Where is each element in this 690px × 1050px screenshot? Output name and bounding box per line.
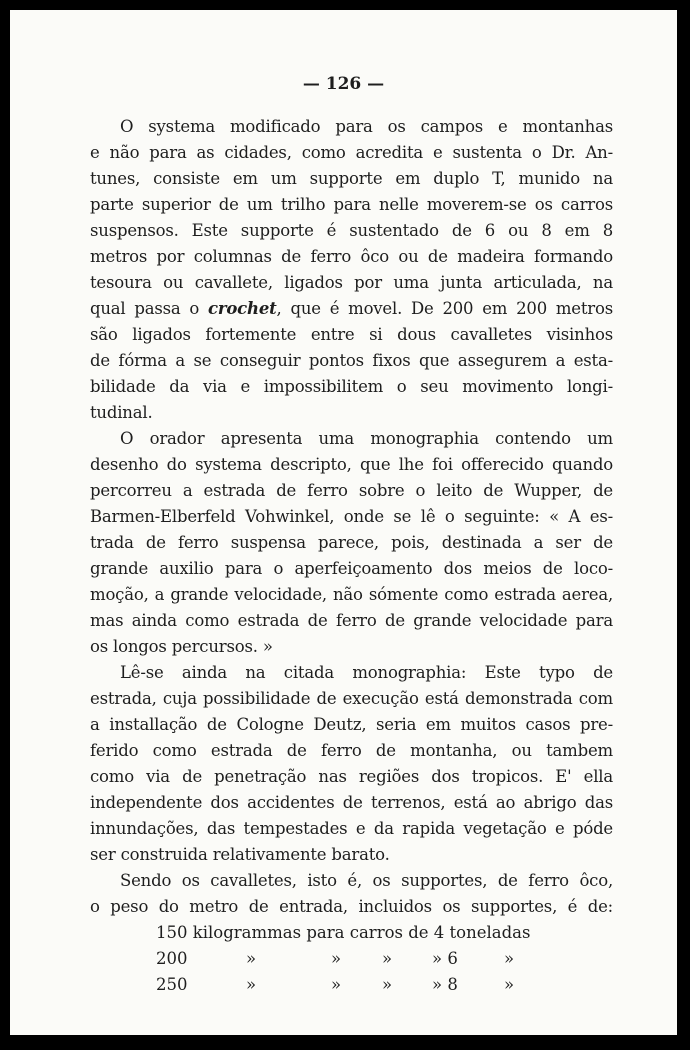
- text-line: tunes, consiste em um supporte em duplo T, munido na: [90, 169, 613, 188]
- ditto-mark: »: [382, 975, 393, 994]
- text-line: estrada, cuja possibilidade de execução está demonstrada com: [90, 689, 613, 708]
- text-line: parte superior de um trilho para nelle moverem-se os carros: [90, 195, 613, 214]
- table-row-text: 150 kilogrammas para carros de 4 toneladas: [156, 923, 531, 942]
- ditto-mark: »: [331, 949, 342, 968]
- text-line: ser construida relativamente barato.: [90, 845, 390, 864]
- weight-value: 200: [156, 949, 188, 968]
- paragraph-4: [90, 868, 613, 920]
- text-line: bilidade da via e impossibilitem o seu movimento longi-: [90, 377, 613, 396]
- text-line: O orador apresenta uma monographia contendo um: [120, 429, 613, 448]
- text-line: desenho do systema descripto, que lhe foi offerecido quando: [90, 455, 613, 474]
- text-line: moção, a grande velocidade, não sómente como estrada aerea,: [90, 585, 613, 604]
- text-segment: , que é movel. De 200 em 200 metros: [276, 299, 613, 318]
- text-line: grande auxilio para o aperfeiçoamento dos meios de loco-: [90, 559, 613, 578]
- ditto-mark: »: [382, 949, 393, 968]
- text-line: a installação de Cologne Deutz, seria em muitos casos pre-: [90, 715, 613, 734]
- book-page: [10, 10, 677, 1035]
- text-line: O systema modificado para os campos e montanhas: [120, 117, 613, 136]
- ditto-mark: »: [331, 975, 342, 994]
- text-line: como via de penetração nas regiões dos tropicos. E' ella: [90, 767, 613, 786]
- text-line: de fórma a se conseguir pontos fixos que assegurem a esta-: [90, 351, 613, 370]
- text-line: suspensos. Este supporte é sustentado de 6 ou 8 em 8: [90, 221, 613, 240]
- paragraph-3: [90, 660, 613, 868]
- text-line: innundações, das tempestades e da rapida vegetação e póde: [90, 819, 613, 838]
- text-line: ferido como estrada de ferro de montanha, ou tambem: [90, 741, 613, 760]
- text-line-with-italic: [90, 296, 613, 322]
- paragraph-1: [90, 114, 613, 426]
- italic-term-crochet: crochet: [208, 299, 277, 318]
- text-line: independente dos accidentes de terrenos, está ao abrigo das: [90, 793, 613, 812]
- text-line: metros por columnas de ferro ôco ou de madeira formando: [90, 247, 613, 266]
- text-line: tudinal.: [90, 403, 153, 422]
- text-line: Lê-se ainda na citada monographia: Este typo de: [120, 663, 613, 682]
- text-line: os longos percursos. »: [90, 637, 273, 656]
- text-line: Sendo os cavalletes, isto é, os supportes, de ferro ôco,: [120, 871, 613, 890]
- tonnage-value: » 6: [432, 949, 458, 968]
- ditto-mark: »: [246, 975, 257, 994]
- ditto-mark: »: [504, 949, 515, 968]
- weight-value: 250: [156, 975, 188, 994]
- text-line: são ligados fortemente entre si dous cavalletes visinhos: [90, 325, 613, 344]
- ditto-mark: »: [504, 975, 515, 994]
- ditto-mark: »: [246, 949, 257, 968]
- text-segment: qual passa o: [90, 299, 209, 318]
- tonnage-value: » 8: [432, 975, 458, 994]
- paragraph-2: [90, 426, 613, 660]
- text-line: e não para as cidades, como acredita e sustenta o Dr. An-: [90, 143, 613, 162]
- text-line: Barmen-Elberfeld Vohwinkel, onde se lê o seguinte: « A es-: [90, 507, 613, 526]
- weight-table-row: [156, 920, 530, 946]
- text-line: mas ainda como estrada de ferro de grande velocidade para: [90, 611, 613, 630]
- text-line: percorreu a estrada de ferro sobre o leito de Wupper, de: [90, 481, 613, 500]
- page-number: — 126 —: [302, 74, 385, 94]
- text-line: trada de ferro suspensa parece, pois, destinada a ser de: [90, 533, 613, 552]
- text-line: tesoura ou cavallete, ligados por uma junta articulada, na: [90, 273, 613, 292]
- text-line: o peso do metro de entrada, incluidos os supportes, é de:: [90, 897, 613, 916]
